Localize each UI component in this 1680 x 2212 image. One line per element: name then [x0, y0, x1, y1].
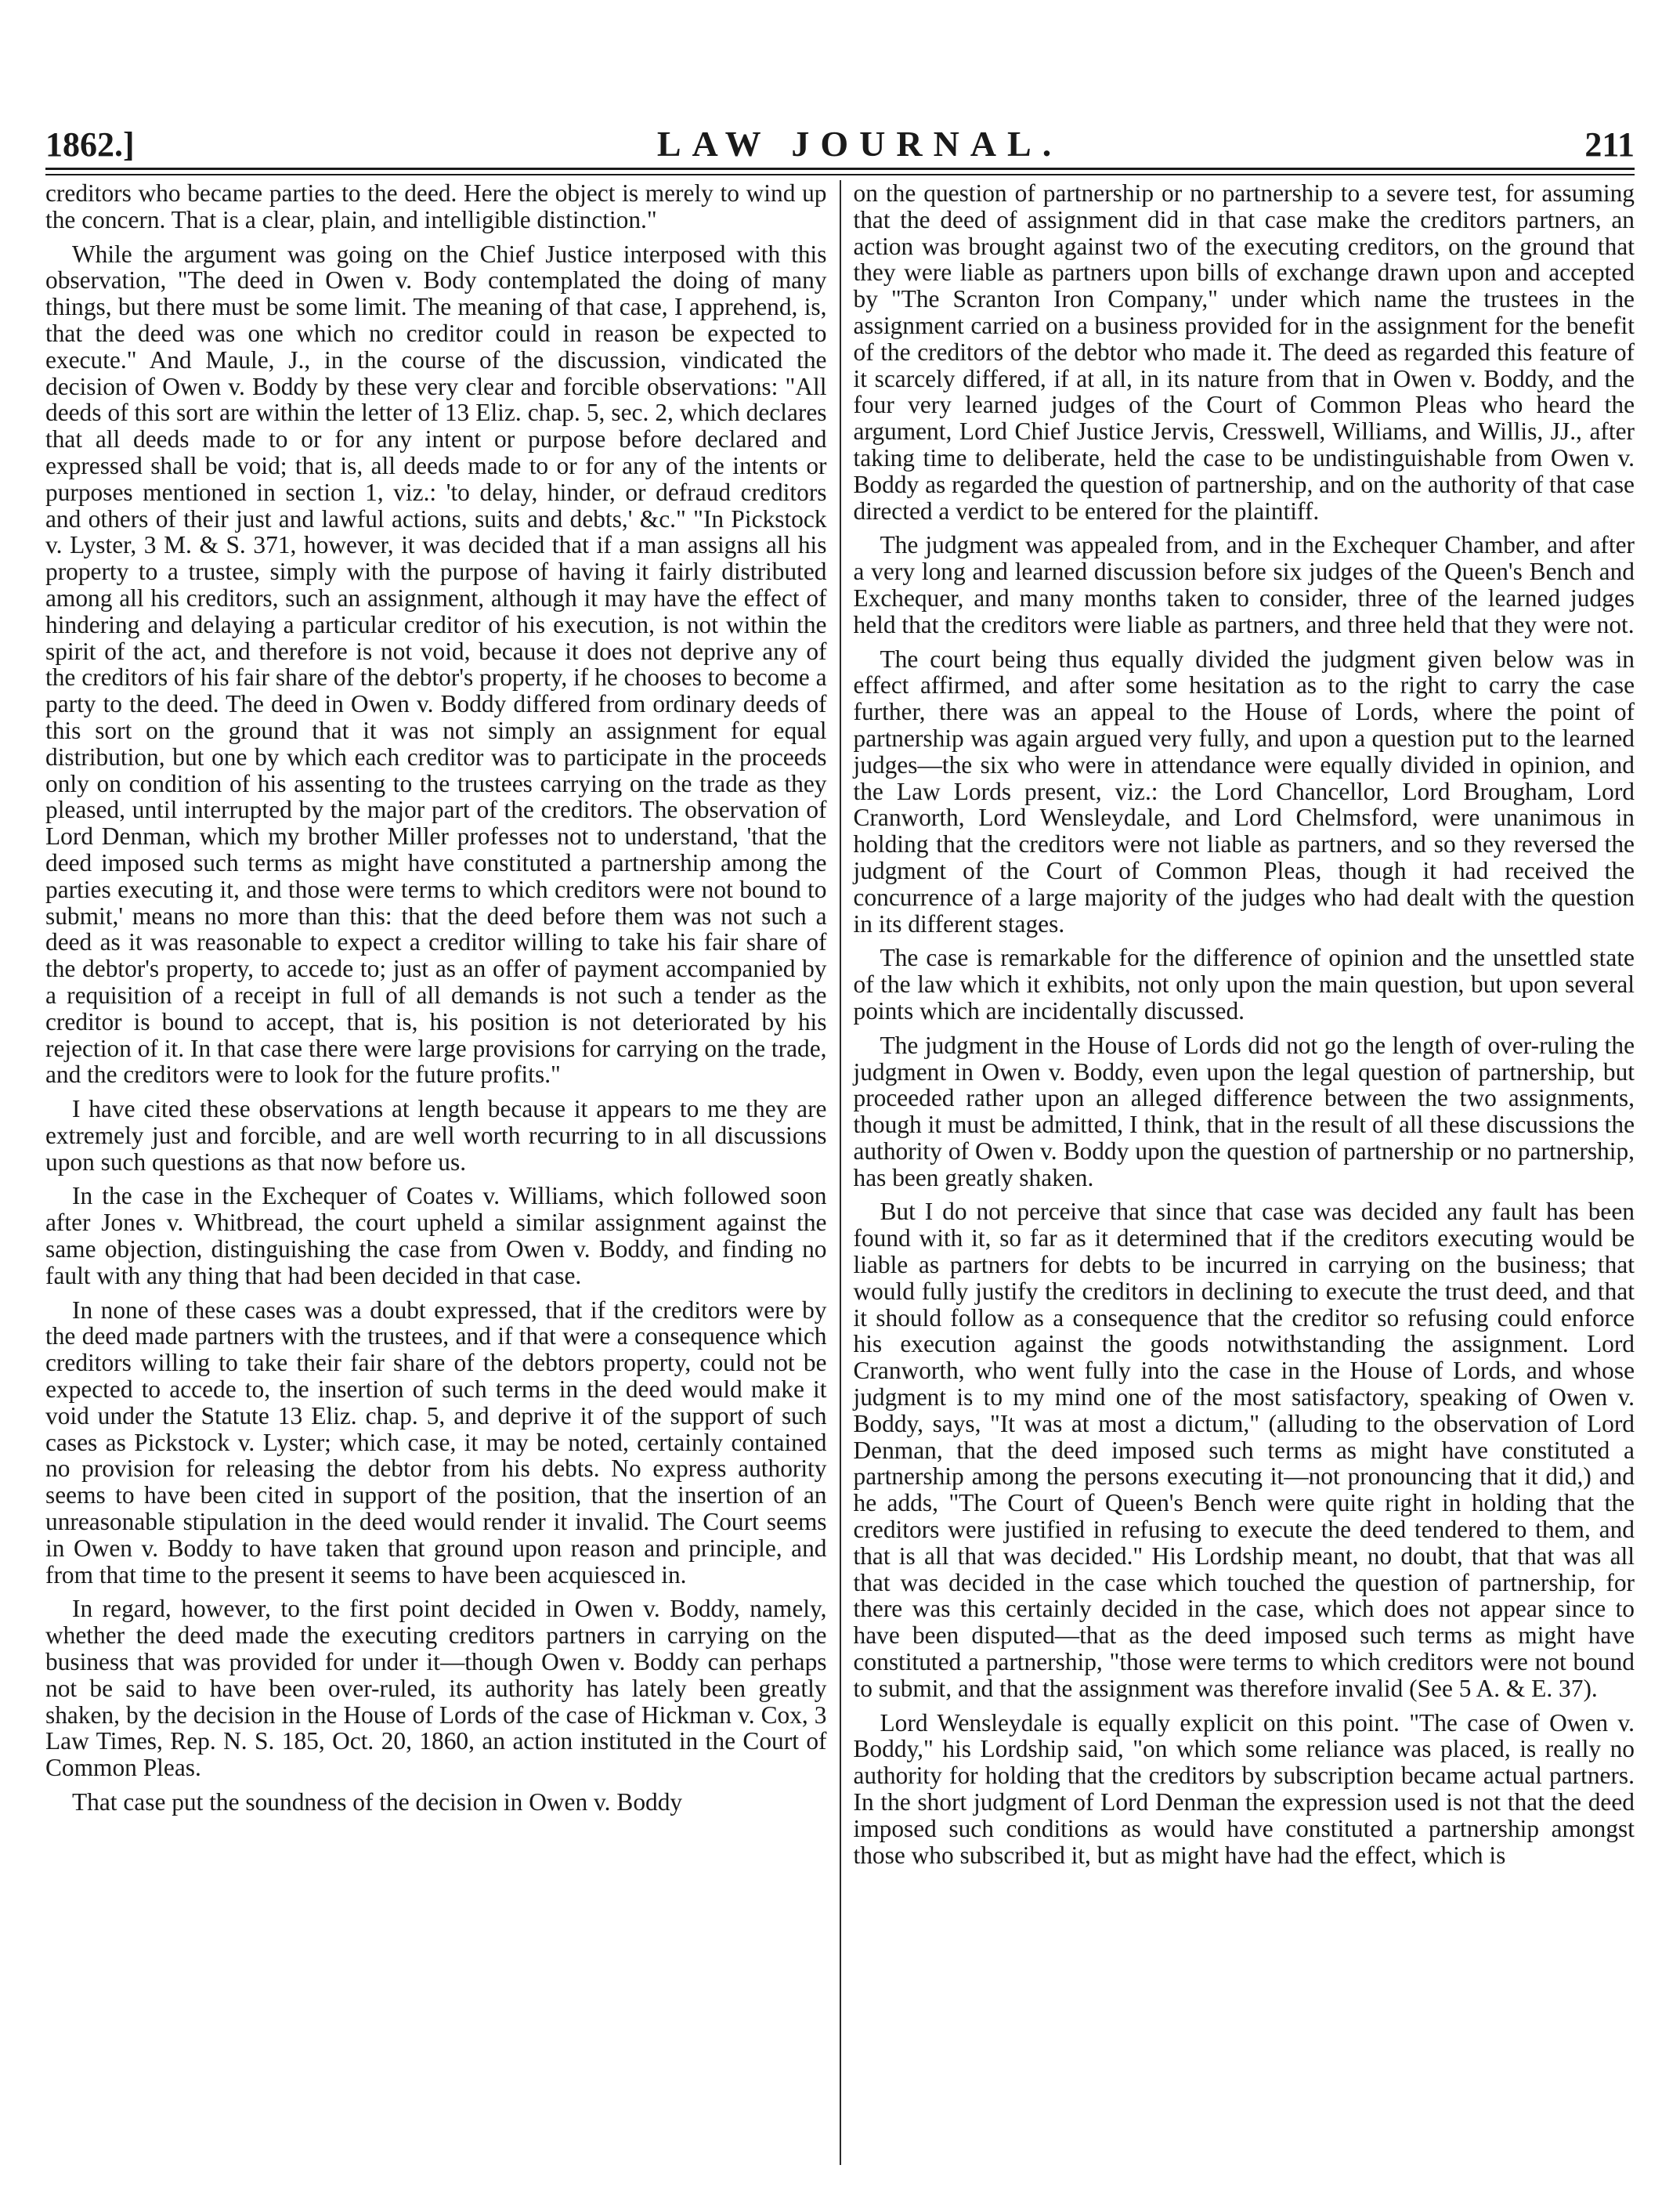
paragraph: That case put the soundness of the decision in Owen v. Boddy: [72, 1788, 683, 1816]
left-column: [45, 180, 841, 2165]
paragraph: on the question of partnership or no partnership to a severe test, for assuming that the deed of assignment did in that case make the creditors partners, an action was brought against two of the executing creditors, on the ground that they were liable as partners upon bills of exchange drawn upon and accepted by "The Scranton Iron Company," under which name the trustees in the assignment carried on a business provided for in the assignment for the benefit of the creditors of the debtor who made it. The deed as regarded this feature of it scarcely differed, if at all, in its nature from that in Owen v. Boddy, and the four very learned judges of the Court of Common Pleas who heard the argument, Lord Chief Justice Jervis, Cresswell, Williams, and Willis, JJ., after taking time to deliberate, held the case to be undistinguishable from Owen v. Boddy as regarded the question of partnership, and on the authority of that case directed a verdict to be entered for the plaintiff.: [853, 180, 1635, 525]
paragraph: In the case in the Exchequer of Coates v. Williams, which followed soon after Jones v. Whitbread, the court upheld a similar assignment against the same objection, distinguishing the case from Owen v. Boddy, and finding no fault with any thing that had been decided in that case.: [45, 1182, 827, 1289]
paragraph: creditors who became parties to the deed. Here the object is merely to wind up the concern. That is a clear, plain, and intelligible distinction.": [45, 180, 827, 233]
paragraph: Lord Wensleydale is equally explicit on this point. "The case of Owen v. Boddy," his Lordship said, "on which some reliance was placed, is really no authority for holding that the creditors by subscription became actual partners. In the short judgment of Lord Denman the expression used is not that the deed imposed such conditions as would have constituted a partnership amongst those who subscribed it, but as might have had the effect, which is: [853, 1708, 1635, 1869]
paragraph: The case is remarkable for the difference of opinion and the unsettled state of the law which it exhibits, not only upon the main question, but upon several points which are incidentally discussed.: [853, 944, 1635, 1025]
paragraph: But I do not perceive that since that case was decided any fault has been found with it, so far as it determined that if the creditors executing would be liable as partners for debts to be incurred in carrying on the business; that would fully justify the creditors in declining to execute the trust deed, and that it should follow as a consequence that the creditor so refusing could enforce his execution against the goods notwithstanding the assignment. Lord Cranworth, who went fully into the case in the House of Lords, and whose judgment is to my mind one of the most satisfactory, speaking of Owen v. Boddy, says, "It was at most a dictum," (alluding to the observation of Lord Denman, that the deed imposed such terms as might have constituted a partnership among the persons executing it—not pronouncing that it did,) and he adds, "The Court of Queen's Bench were quite right in holding that the creditors were justified in refusing to execute the deed tendered to them, and that is all that was decided." His Lordship meant, no doubt, that that was all that was decided in the case which touched the question of partnership, for there was this certainly decided in the case, which does not appear since to have been disputed—that as the deed imposed such terms as might have constituted a partnership, "those were terms to which creditors were not bound to submit, and that the assignment was therefore invalid (See 5 A. & E. 37).: [853, 1198, 1635, 1702]
header-rule: [45, 168, 1635, 170]
paragraph: In none of these cases was a doubt expressed, that if the creditors were by the deed made partners with the trustees, and if that were a consequence which creditors willing to take their fair share of the debtors property, could not be expected to accede to, the insertion of such terms in the deed would make it void under the Statute 13 Eliz. chap. 5, and deprive it of the support of such cases as Pickstock v. Lyster; which case, it may be noted, certainly contained no provision for releasing the debtor from his debts. No express authority seems to have been cited in support of the position, that the insertion of an unreasonable stipulation in the deed would render it invalid. The Court seems in Owen v. Boddy to have taken that ground upon reason and principle, and from that time to the present it seems to have been acquiesced in.: [45, 1296, 827, 1589]
paragraph: The court being thus equally divided the judgment given below was in effect affirmed, and after some hesitation as to the right to carry the case further, there was an appeal to the House of Lords, where the point of partnership was again argued very fully, and upon a question put to the learned judges—the six who were in attendance were equally divided in opinion, and the Law Lords present, viz.: the Lord Chancellor, Lord Brougham, Lord Cranworth, Lord Wensleydale, and Lord Chelmsford, were unanimous in holding that the creditors were not liable as partners, and so they reversed the judgment of the Court of Common Pleas, though it had received the concurrence of a large majority of the judges who had dealt with the question in its different stages.: [853, 645, 1635, 938]
page-number: 211: [1584, 125, 1635, 164]
journal-title: LAW JOURNAL.: [656, 124, 1063, 164]
paragraph: The judgment was appealed from, and in the Exchequer Chamber, and after a very long and learned discussion before six judges of the Queen's Bench and Exchequer, and many months taken to consider, three of the learned judges held that the creditors were liable as partners, and three held that they were not.: [853, 531, 1635, 638]
header-year: 1862.]: [45, 125, 135, 164]
paragraph: While the argument was going on the Chief Justice interposed with this observation, "The deed in Owen v. Body contemplated the doing of many things, but there must be some limit. The meaning of that case, I apprehend, is, that the deed was one which no creditor could in reason be expected to execute." And Maule, J., in the course of the discussion, vindicated the decision of Owen v. Boddy by these very clear and forcible observations: "All deeds of this sort are within the letter of 13 Eliz. chap. 5, sec. 2, which declares that all deeds made to or for any intent or purpose before declared and expressed shall be void; that is, all deeds made to or for any of the intents or purposes mentioned in section 1, viz.: 'to delay, hinder, or defraud creditors and others of their just and lawful actions, suits and debts,' &c." "In Pickstock v. Lyster, 3 M. & S. 371, however, it was decided that if a man assigns all his property to a trustee, simply with the purpose of having it fairly distributed among all his creditors, such an assignment, although it may have the effect of hindering and delaying a particular creditor of his execution, is not within the spirit of the act, and therefore is not void, because it does not deprive any of the creditors of his fair share of the debtor's property, if he chooses to become a party to the deed. The deed in Owen v. Boddy differed from ordinary deeds of this sort on the ground that it was not simply an assignment for equal distribution, but one by which each creditor was to participate in the proceeds only on condition of his assenting to the trustees carrying on the trade as they pleased, until interrupted by the major part of the creditors. The observation of Lord Denman, which my brother Miller professes not to understand, 'that the deed imposed such terms as might have constituted a partnership among the parties executing it, and those were terms to which creditors were not bound to submit,' means no more than this: that the deed before them was not such a deed as it was reasonable to expect a creditor willing to take his fair share of the debtor's property, to accede to; just as an offer of payment accompanied by a requisition of a receipt in full of all demands is not such a tender as the creditor is bound to accept, that is, his position is not deteriorated by his rejection of it. In that case there were large provisions for carrying on the trade, and the creditors were to look for the future profits.": [45, 240, 827, 1089]
paragraph: I have cited these observations at length because it appears to me they are extremely just and forcible, and are well worth recurring to in all discussions upon such questions as that now before us.: [45, 1095, 827, 1176]
right-column: [841, 180, 1635, 2165]
paragraph: In regard, however, to the first point decided in Owen v. Boddy, namely, whether the deed made the executing creditors partners in carrying on the business that was provided for under it—though Owen v. Boddy can perhaps not be said to have been over-ruled, its authority has lately been greatly shaken, by the decision in the House of Lords of the case of Hickman v. Cox, 3 Law Times, Rep. N. S. 185, Oct. 20, 1860, an action instituted in the Court of Common Pleas.: [45, 1595, 827, 1782]
paragraph: The judgment in the House of Lords did not go the length of over-ruling the judgment in Owen v. Boddy, even upon the legal question of partnership, but proceeded rather upon an alleged difference between the two assignments, though it must be admitted, I think, that in the result of all these discussions the authority of Owen v. Boddy upon the question of partnership or no partnership, has been greatly shaken.: [853, 1031, 1635, 1191]
running-header: [45, 110, 1635, 164]
text-columns: [45, 180, 1635, 2165]
header-rule-thin: [45, 174, 1635, 175]
